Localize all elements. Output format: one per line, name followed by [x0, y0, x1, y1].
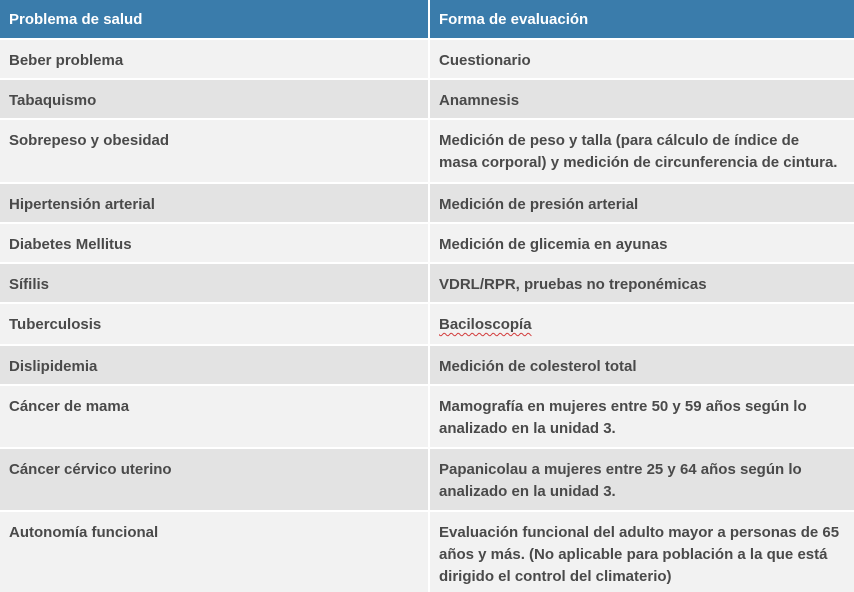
row-problem: Dislipidemia [0, 346, 430, 384]
row-problem: Sobrepeso y obesidad [0, 120, 430, 182]
table-row [0, 40, 854, 80]
row-problem: Tabaquismo [0, 80, 430, 118]
row-problem: Cáncer cérvico uterino [0, 449, 430, 510]
row-problem: Diabetes Mellitus [0, 224, 430, 262]
table-row [0, 224, 854, 264]
table-row [0, 120, 854, 184]
row-evaluation: Medición de peso y talla (para cálculo de índice de masa corporal) y medición de circunferencia de cintura. [439, 132, 838, 171]
row-problem: Beber problema [0, 40, 430, 78]
header-problem: Problema de salud [0, 0, 430, 38]
table-header-row [0, 0, 854, 40]
row-evaluation: Papanicolau a mujeres entre 25 y 64 años según lo analizado en la unidad 3. [439, 461, 802, 500]
row-evaluation: Evaluación funcional del adulto mayor a personas de 65 años y más. (No aplicable para población a la que está dirigido el control del climaterio) [439, 524, 840, 585]
row-evaluation [430, 304, 854, 344]
table-row [0, 512, 854, 592]
row-evaluation: Cuestionario [439, 52, 531, 69]
table-row [0, 304, 854, 346]
row-evaluation: Anamnesis [439, 92, 520, 109]
table-row [0, 264, 854, 304]
row-problem: Hipertensión arterial [0, 184, 430, 222]
table-row [0, 184, 854, 224]
row-problem: Sífilis [0, 264, 430, 302]
row-evaluation: VDRL/RPR, pruebas no treponémicas [439, 276, 707, 293]
table-row [0, 346, 854, 386]
row-evaluation: Medición de presión arterial [439, 196, 639, 213]
row-evaluation: Medición de colesterol total [439, 358, 637, 375]
header-evaluation: Forma de evaluación [439, 11, 589, 28]
row-problem: Cáncer de mama [0, 386, 430, 447]
row-evaluation: Medición de glicemia en ayunas [439, 236, 668, 253]
row-problem: Autonomía funcional [0, 512, 430, 592]
table-row [0, 80, 854, 120]
row-evaluation: Mamografía en mujeres entre 50 y 59 años según lo analizado en la unidad 3. [439, 398, 807, 437]
row-problem: Tuberculosis [0, 304, 430, 344]
spellcheck-flagged-word: Baciloscopía [439, 316, 532, 333]
table-row [0, 386, 854, 449]
table-row [0, 449, 854, 512]
